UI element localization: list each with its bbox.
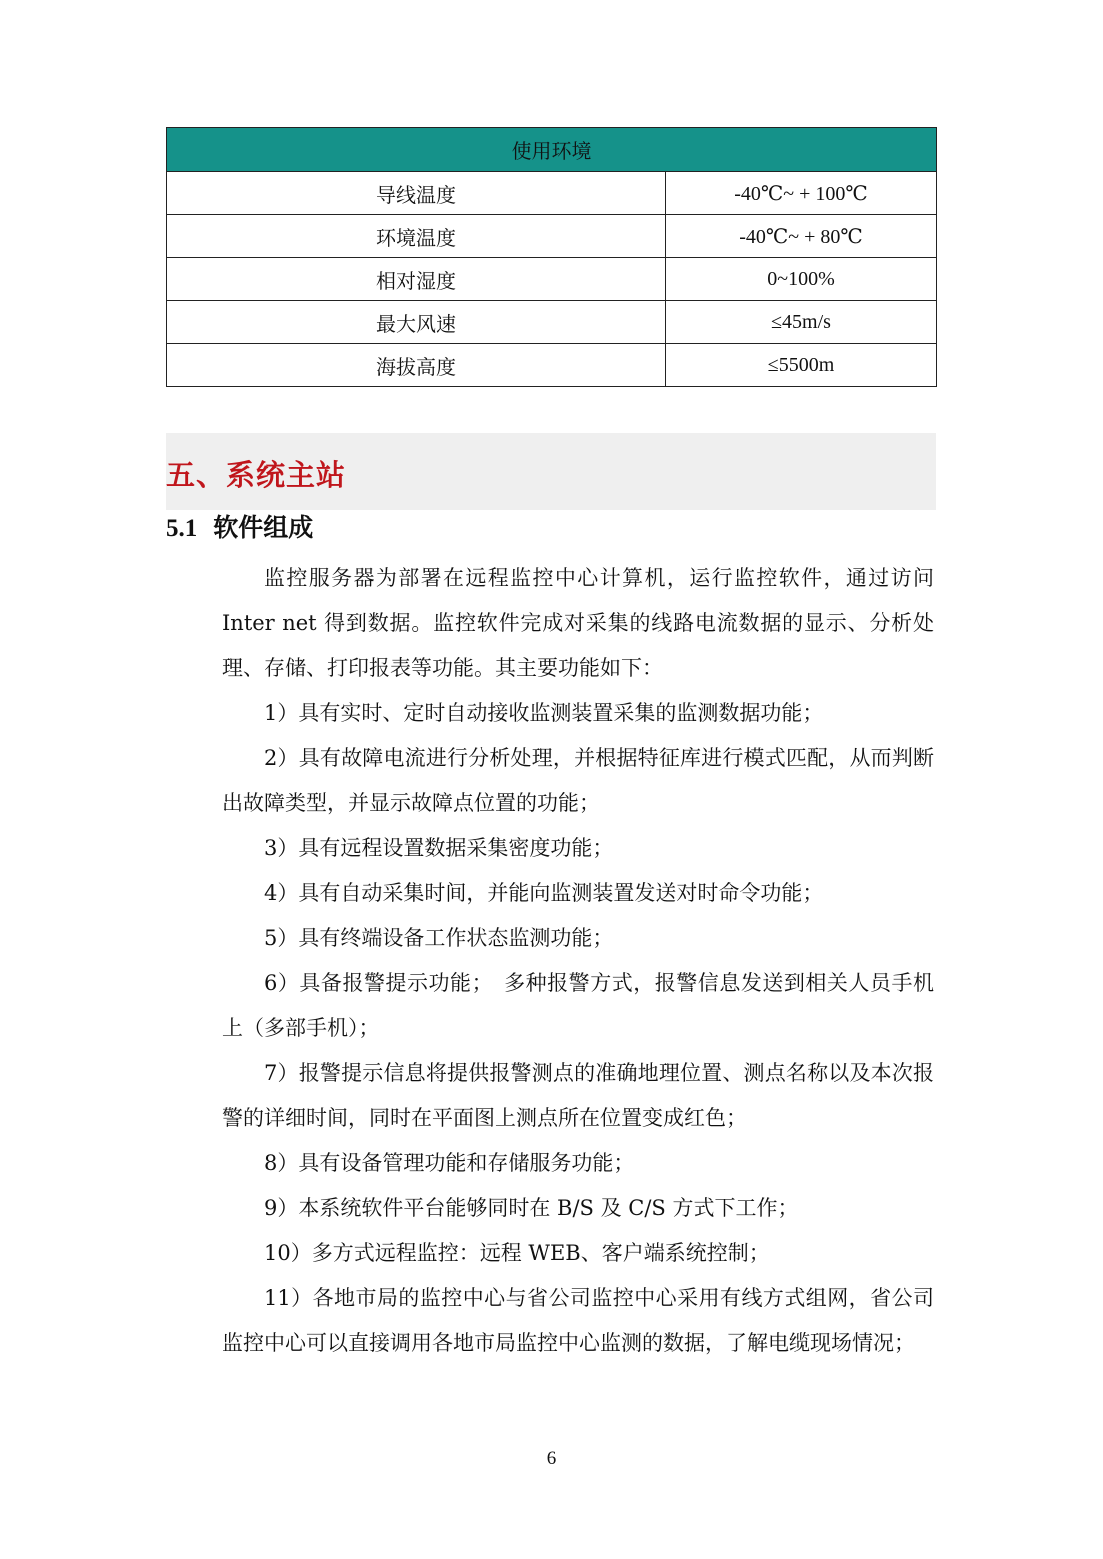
list-item: 7）报警提示信息将提供报警测点的准确地理位置、测点名称以及本次报警的详细时间，同时在平面图上测点所在位置变成红色； [222,1061,934,1130]
list-item: 2）具有故障电流进行分析处理，并根据特征库进行模式匹配，从而判断出故障类型，并显示故障点位置的功能； [222,746,934,815]
table-header: 使用环境 [167,128,937,172]
subsection-number: 5.1 [166,515,198,542]
row-value: ≤45m/s [666,301,937,344]
table-row [167,215,937,258]
environment-spec-table [166,127,937,387]
list-item: 10）多方式远程监控：远程 WEB、客户端系统控制； [264,1241,770,1265]
table-row [167,258,937,301]
row-label: 相对湿度 [167,258,666,301]
row-value: ≤5500m [666,344,937,387]
page-number: 6 [546,1448,557,1469]
row-value: 0~100% [666,258,937,301]
list-item: 5）具有终端设备工作状态监测功能； [264,926,614,950]
table-header-row [167,128,937,172]
table-row [167,301,937,344]
row-label: 海拔高度 [167,344,666,387]
list-item: 6）具备报警提示功能； 多种报警方式，报警信息发送到相关人员手机上（多部手机）； [222,971,934,1040]
subsection-title [166,510,313,547]
list-item: 8）具有设备管理功能和存储服务功能； [264,1151,635,1175]
list-item: 4）具有自动采集时间，并能向监测装置发送对时命令功能； [264,881,824,905]
section-title: 五、系统主站 [166,458,347,492]
row-label: 最大风速 [167,301,666,344]
list-item: 1）具有实时、定时自动接收监测装置采集的监测数据功能； [264,701,824,725]
table-row [167,172,937,215]
subsection-label: 软件组成 [213,513,314,542]
row-label: 导线温度 [167,172,666,215]
paragraph-intro: 监控服务器为部署在远程监控中心计算机，运行监控软件，通过访问 Inter net 得到数据。监控软件完成对采集的线路电流数据的显示、分析处理、存储、打印报表等功能。其主要功能如下： [222,566,934,680]
table-row [167,344,937,387]
list-item: 3）具有远程设置数据采集密度功能； [264,836,614,860]
row-value: -40℃~ + 100℃ [666,172,937,215]
list-item: 11）各地市局的监控中心与省公司监控中心采用有线方式组网，省公司监控中心可以直接调用各地市局监控中心监测的数据，了解电缆现场情况； [222,1286,934,1355]
row-label: 环境温度 [167,215,666,258]
row-value: -40℃~ + 80℃ [666,215,937,258]
list-item: 9）本系统软件平台能够同时在 B/S 及 C/S 方式下工作； [264,1196,799,1220]
body-text [222,556,934,1366]
